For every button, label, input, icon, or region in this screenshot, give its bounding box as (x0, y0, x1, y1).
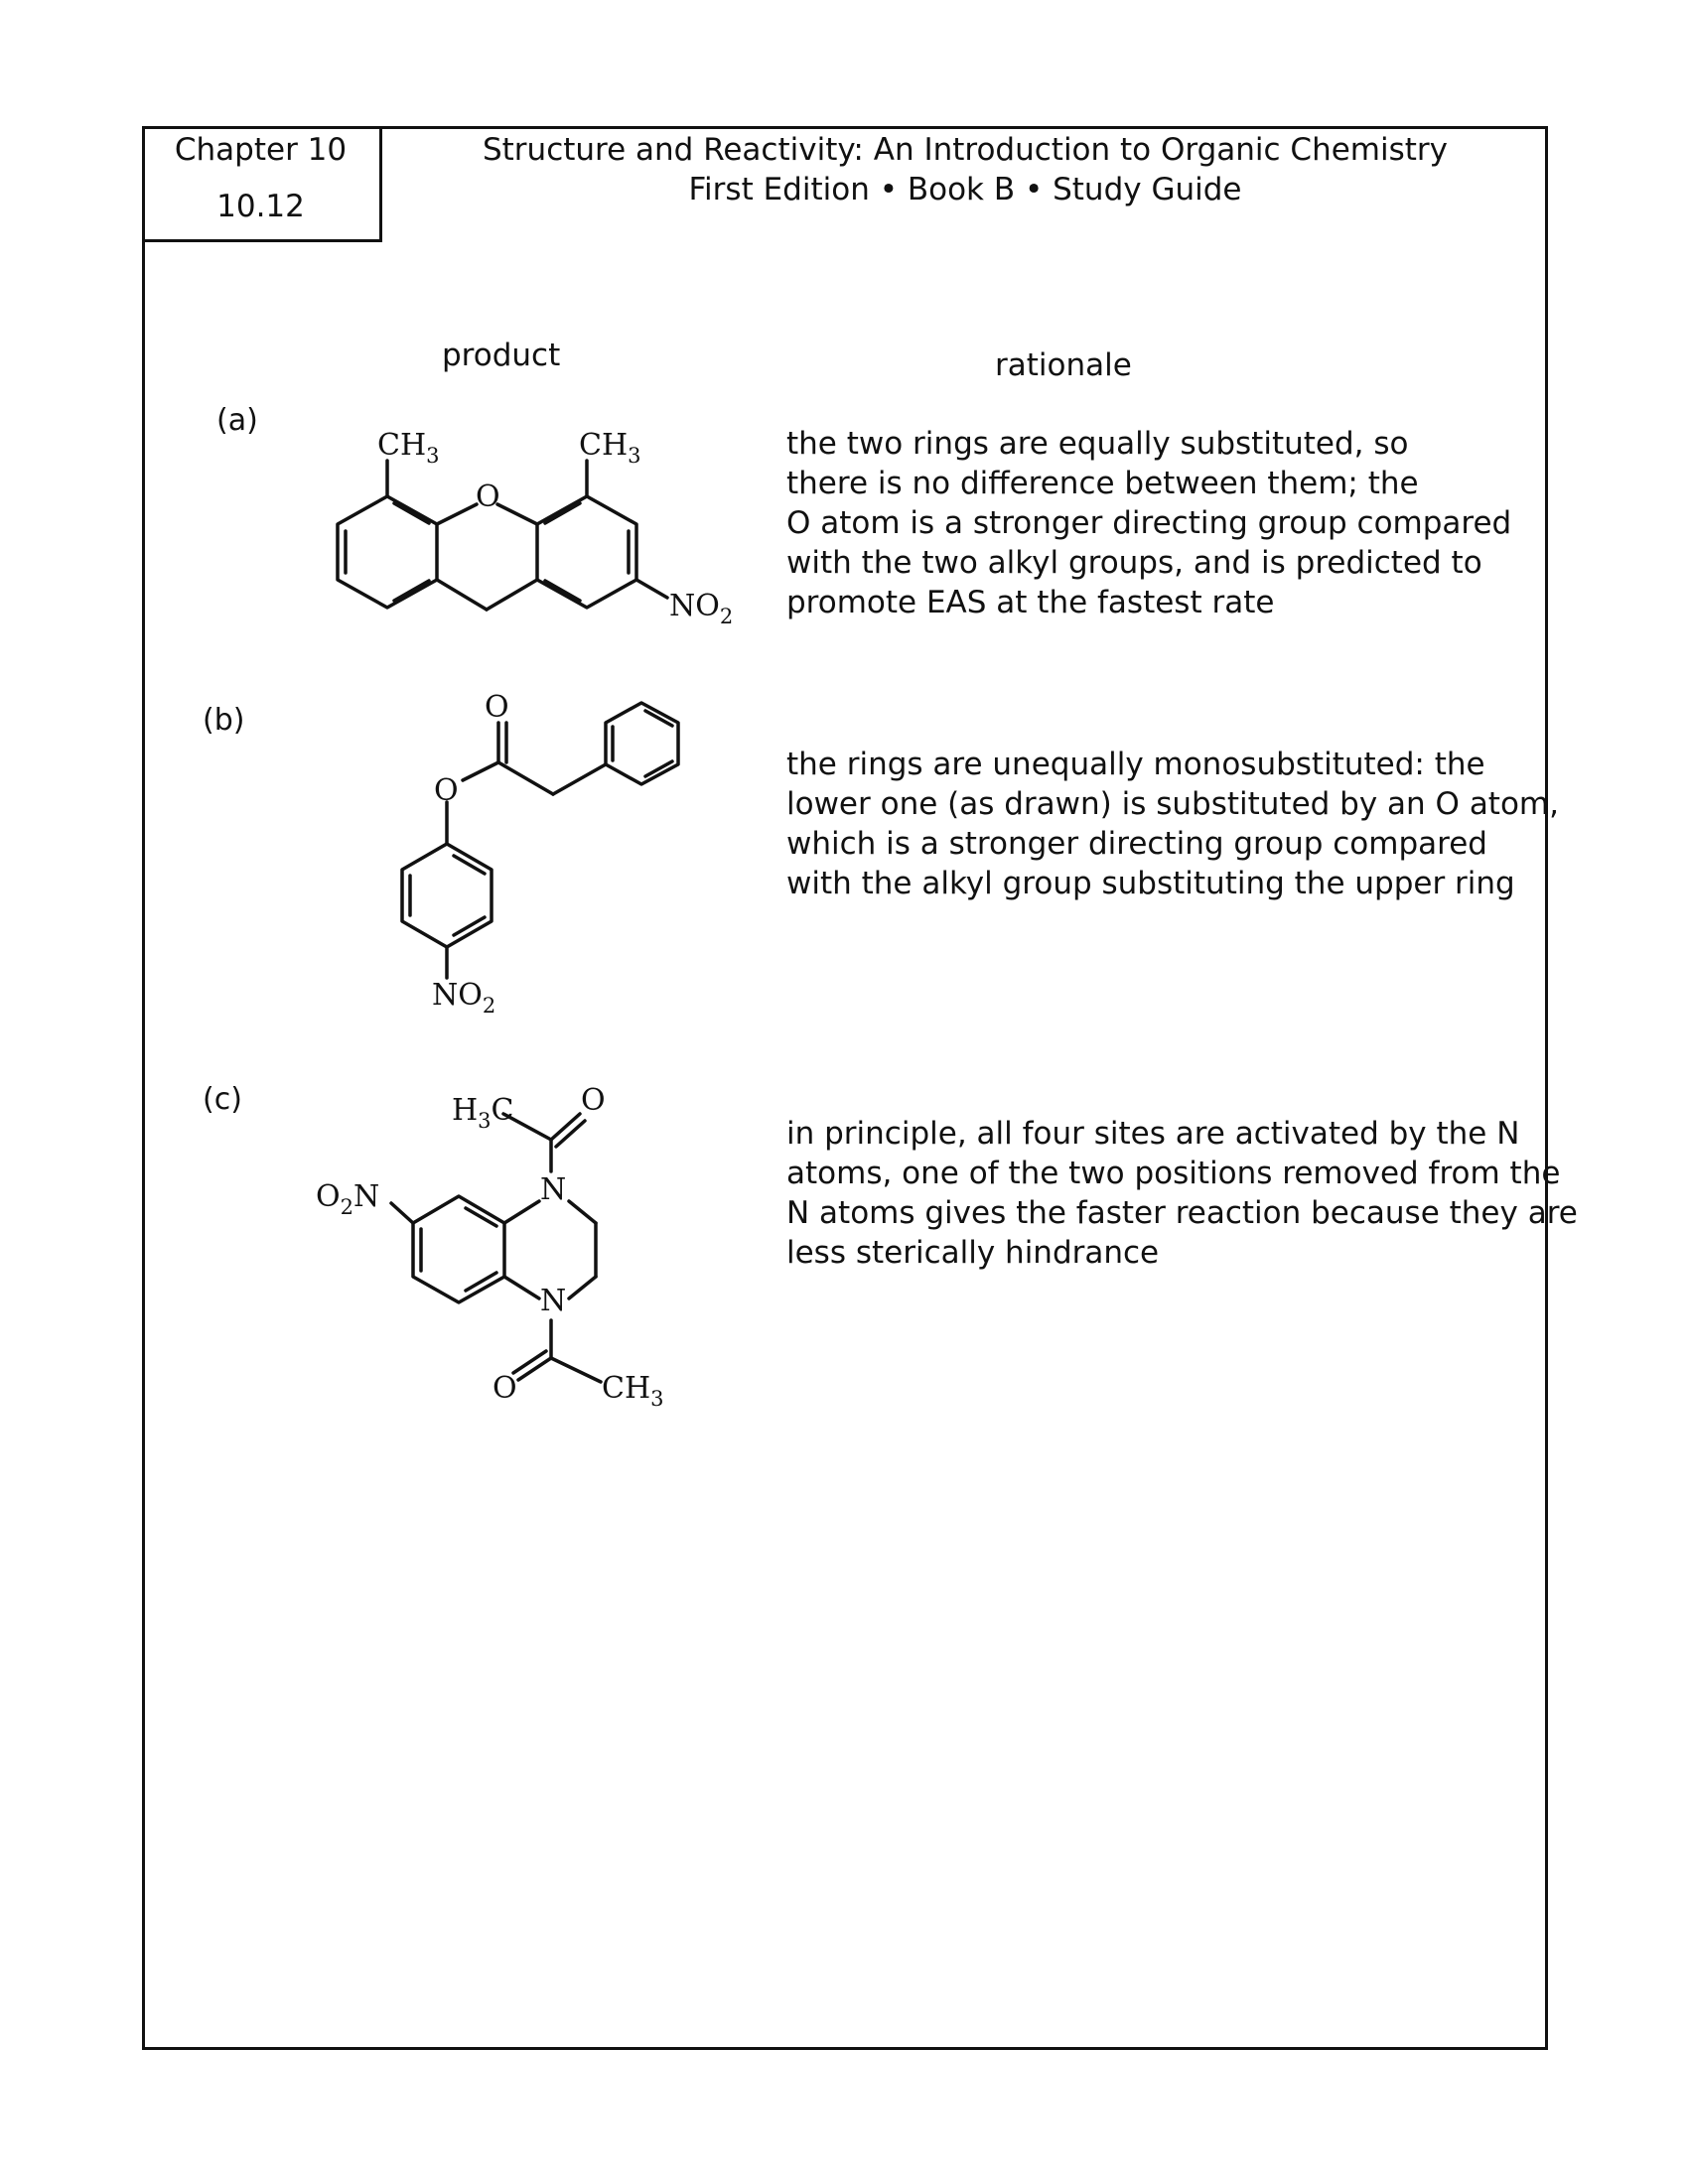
rationale-line: O atom is a stronger directing group compared (786, 505, 1512, 541)
item-b-label: (b) (203, 703, 245, 738)
nitro-label-b: $NO_2$ (432, 978, 496, 1018)
oxygen-bridge-label: O (476, 479, 500, 514)
ring-b-lower (402, 844, 492, 947)
item-c-label: (c) (203, 1082, 242, 1117)
acetyl-top-oxygen-label: O (581, 1083, 606, 1118)
rationale-column-heading: rationale (995, 347, 1132, 383)
nitro-label-a: $NO_2$ (669, 589, 734, 628)
rationale-line: lower one (as drawn) is substituted by an O atom, (786, 786, 1559, 822)
rationale-line: the two rings are equally substituted, so (786, 426, 1409, 462)
ring-c-benzo (413, 1196, 504, 1302)
acetyl-top-methyl-label: $H_3C$ (452, 1093, 514, 1133)
ring-a-right (537, 496, 636, 608)
structure-c (308, 1082, 685, 1410)
acetyl-bottom-methyl-label: $CH_3$ (602, 1371, 664, 1411)
rationale-b (786, 745, 1559, 903)
chapter-label: Chapter 10 (174, 132, 348, 168)
rationale-line: atoms, one of the two positions removed from the (786, 1156, 1561, 1191)
book-title: Structure and Reactivity: An Introduction to Organic Chemistry (482, 132, 1449, 168)
product-column-heading: product (442, 338, 561, 373)
rationale-line: in principle, all four sites are activated by the N (786, 1116, 1520, 1152)
structure-b (387, 685, 705, 1023)
ring-a-left (338, 496, 437, 608)
methyl-right-label: $CH_3$ (579, 428, 641, 468)
rationale-c (786, 1114, 1578, 1273)
rationale-line: which is a stronger directing group compared (786, 826, 1487, 862)
nitro-label-c: $O_2N$ (316, 1179, 380, 1219)
rationale-line: less sterically hindrance (786, 1235, 1160, 1271)
item-a-label: (a) (216, 403, 258, 438)
carbonyl-oxygen-label: O (485, 690, 509, 725)
rationale-line: N atoms gives the faster reaction because they are (786, 1195, 1578, 1231)
rationale-line: with the two alkyl groups, and is predicted to (786, 545, 1482, 581)
structure-a (298, 417, 755, 635)
rationale-line: the rings are unequally monosubstituted: the (786, 747, 1485, 782)
methyl-left-label: $CH_3$ (377, 428, 440, 468)
rationale-line: with the alkyl group substituting the upper ring (786, 866, 1515, 901)
nitrogen-bottom-label: N (540, 1284, 567, 1318)
rationale-line: promote EAS at the fastest rate (786, 585, 1275, 620)
nitrogen-top-label: N (540, 1172, 567, 1207)
ester-oxygen-label: O (434, 773, 459, 808)
ring-b-upper (606, 703, 678, 784)
chapter-box (142, 126, 382, 242)
acetyl-bottom-oxygen-label: O (492, 1371, 517, 1406)
section-number: 10.12 (216, 189, 305, 224)
rationale-line: there is no difference between them; the (786, 466, 1419, 501)
book-subtitle: First Edition • Book B • Study Guide (688, 172, 1242, 207)
rationale-a (786, 424, 1511, 622)
